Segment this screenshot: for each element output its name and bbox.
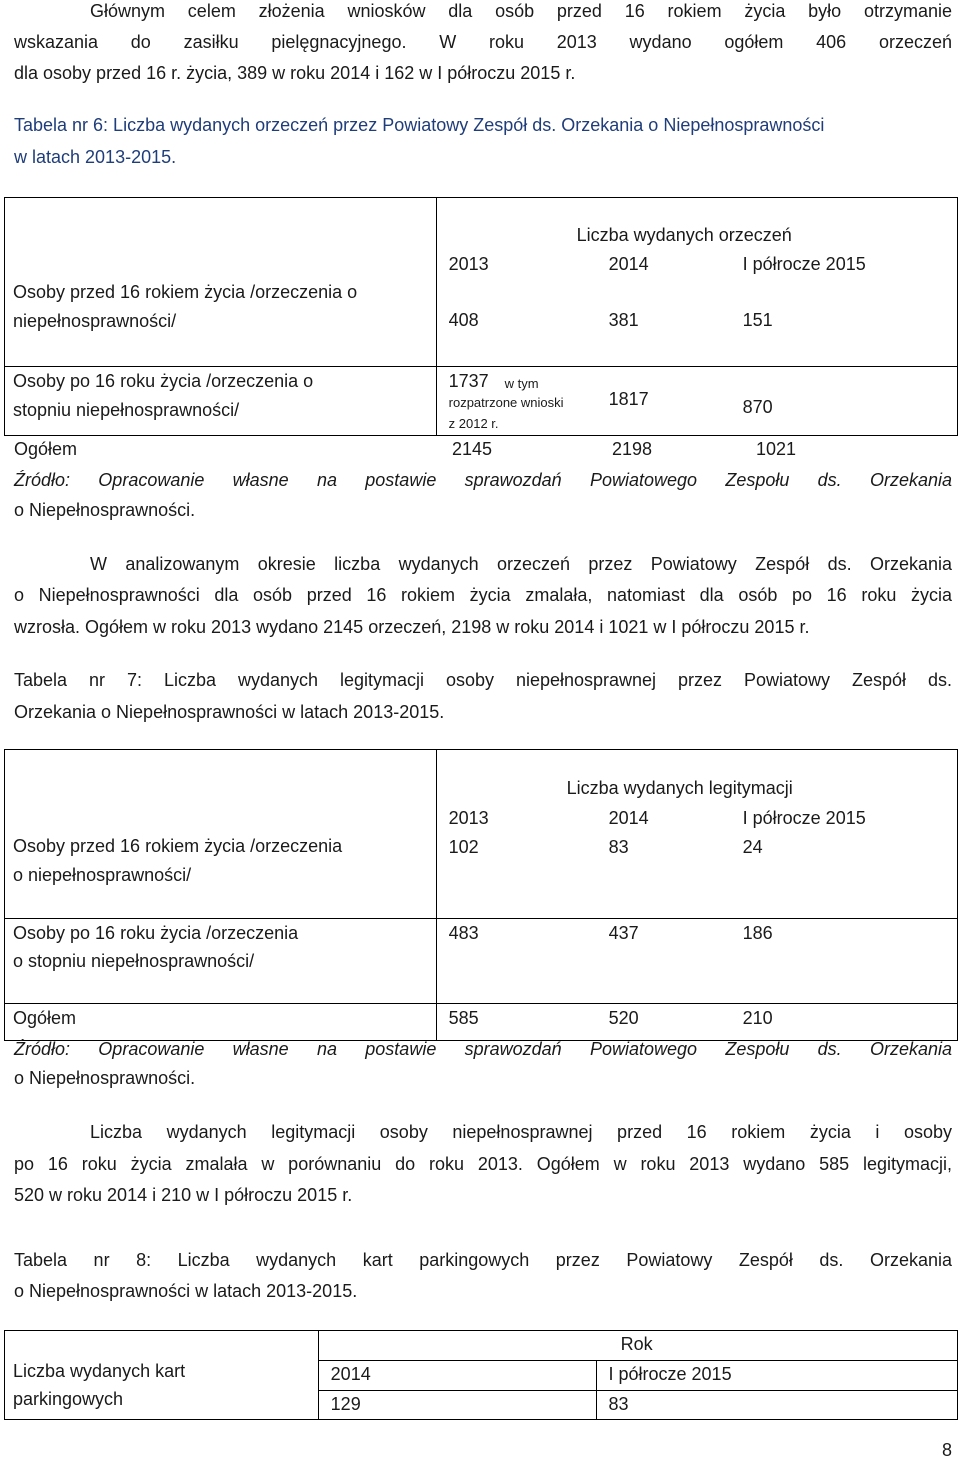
t6-total-2014: 2198 [612, 439, 653, 459]
t7-row2-2014: 437 [608, 923, 639, 943]
t8-col-2014: 2014 [330, 1364, 371, 1384]
table-8 [4, 1330, 958, 1420]
t6-row2-note-line2: rozpatrzone wnioski [448, 395, 564, 410]
t7-row2-2013: 483 [448, 923, 479, 943]
t7-total-2015h1: 210 [742, 1008, 773, 1028]
t6-total-label: Ogółem [14, 439, 78, 459]
t8-val-2015h1: 83 [608, 1394, 629, 1414]
table8-caption-line2: o Niepełnosprawności w latach 2013-2015. [14, 1281, 358, 1301]
t6-col-2015h1: I półrocze 2015 [742, 254, 866, 274]
t7-row2-label-line1: Osoby po 16 roku życia /orzeczenia [13, 923, 299, 943]
t7-row2-label-line2: o stopniu niepełnosprawności/ [13, 951, 255, 971]
t6-row2-label-line2: stopniu niepełnosprawności/ [13, 400, 240, 420]
t6-row2-2015h1: 870 [742, 397, 773, 417]
table8-caption-line1: Tabela nr 8: Liczba wydanych kart parkingowych przez Powiatowy Zespół ds. Orzekania [14, 1250, 952, 1270]
t6-row1-2013: 408 [448, 310, 479, 330]
paragraph-intro-line3: dla osoby przed 16 r. życia, 389 w roku 2014 i 162 w I półroczu 2015 r. [14, 63, 576, 83]
t7-source-line2: o Niepełnosprawności. [14, 1068, 196, 1088]
t7-col-2015h1: I półrocze 2015 [742, 808, 866, 828]
t6-col-2013: 2013 [448, 254, 489, 274]
paragraph-analysis-line3: wzrosła. Ogółem w roku 2013 wydano 2145 orzeczeń, 2198 w roku 2014 i 1021 w I półroczu 2015 r. [14, 617, 810, 637]
t8-label-line1: Liczba wydanych kart [13, 1361, 186, 1381]
t7-source-line1: Źródło: Opracowanie własne na postawie sprawozdań Powiatowego Zespołu ds. Orzekania [14, 1039, 952, 1059]
paragraph-intro-line2: wskazania do zasiłku pielęgnacyjnego. W roku 2013 wydano ogółem 406 orzeczeń [14, 32, 952, 52]
t8-label-line2: parkingowych [13, 1389, 124, 1409]
t6-row1-label-line2: niepełnosprawności/ [13, 311, 177, 331]
t8-header-title: Rok [620, 1334, 653, 1354]
t6-total-2013: 2145 [452, 439, 493, 459]
paragraph-legitimation-line2: po 16 roku życia zmalała w porównaniu do roku 2013. Ogółem w roku 2013 wydano 585 legitymacji, [14, 1154, 952, 1174]
t6-row2-2014: 1817 [608, 389, 649, 409]
t6-row1-2015h1: 151 [742, 310, 773, 330]
paragraph-legitimation-line1: Liczba wydanych legitymacji osoby niepełnosprawnej przed 16 rokiem życia i osoby [90, 1122, 952, 1142]
paragraph-analysis-line1: W analizowanym okresie liczba wydanych orzeczeń przez Powiatowy Zespół ds. Orzekania [90, 554, 952, 574]
t6-row2-2013: 1737 [448, 371, 489, 391]
t6-source-line1: Źródło: Opracowanie własne na postawie sprawozdań Powiatowego Zespołu ds. Orzekania [14, 470, 952, 490]
t7-row2-2015h1: 186 [742, 923, 773, 943]
paragraph-analysis-line2: o Niepełnosprawności dla osób przed 16 rokiem życia zmalała, natomiast dla osób po 16 roku życia [14, 585, 952, 605]
t6-source-line2: o Niepełnosprawności. [14, 500, 196, 520]
t6-row2-note-line1: w tym [504, 376, 539, 391]
table7-caption-line2: Orzekania o Niepełnosprawności w latach 2013-2015. [14, 702, 445, 722]
t7-total-label: Ogółem [13, 1008, 77, 1028]
t7-row1-2013: 102 [448, 837, 479, 857]
table6-caption-line1: Tabela nr 6: Liczba wydanych orzeczeń przez Powiatowy Zespół ds. Orzekania o Niepełnosprawności [14, 115, 825, 135]
t7-row1-2015h1: 24 [742, 837, 763, 857]
t7-header-title: Liczba wydanych legitymacji [566, 778, 793, 798]
table6-caption-line2: w latach 2013-2015. [14, 147, 177, 167]
t6-total-2015h1: 1021 [756, 439, 797, 459]
t7-row1-label-line1: Osoby przed 16 rokiem życia /orzeczenia [13, 836, 343, 856]
page-number: 8 [941, 1440, 952, 1460]
t8-val-2014: 129 [330, 1394, 361, 1414]
table7-caption-line1: Tabela nr 7: Liczba wydanych legitymacji osoby niepełnosprawnej przez Powiatowy Zespół ds. [14, 670, 952, 690]
t6-header-title: Liczba wydanych orzeczeń [576, 225, 792, 245]
t7-total-2014: 520 [608, 1008, 639, 1028]
t6-row1-2014: 381 [608, 310, 639, 330]
paragraph-legitimation-line3: 520 w roku 2014 i 210 w I półroczu 2015 r. [14, 1185, 353, 1205]
t6-col-2014: 2014 [608, 254, 649, 274]
t7-total-2013: 585 [448, 1008, 479, 1028]
table-6 [4, 197, 958, 436]
t6-row1-label-line1: Osoby przed 16 rokiem życia /orzeczenia o [13, 282, 358, 302]
paragraph-intro-line1: Głównym celem złożenia wniosków dla osób przed 16 rokiem życia było otrzymanie [90, 1, 952, 21]
t7-row1-2014: 83 [608, 837, 629, 857]
t7-row1-label-line2: o niepełnosprawności/ [13, 865, 192, 885]
t8-col-2015h1: I półrocze 2015 [608, 1364, 732, 1384]
table-7 [4, 749, 958, 1041]
t7-col-2014: 2014 [608, 808, 649, 828]
t6-row2-note-line3: z 2012 r. [448, 416, 499, 431]
t7-col-2013: 2013 [448, 808, 489, 828]
t6-row2-label-line1: Osoby po 16 roku życia /orzeczenia o [13, 371, 314, 391]
